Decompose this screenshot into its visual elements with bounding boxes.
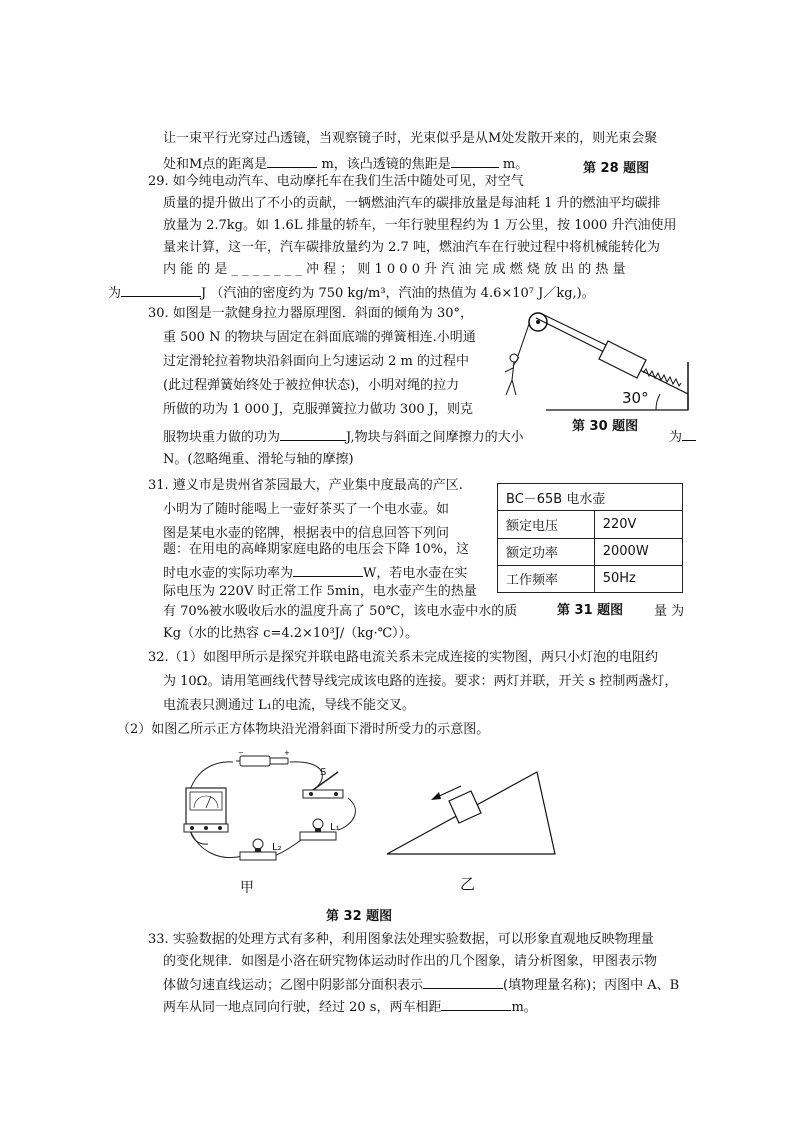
figure-jia-label: 甲	[240, 880, 254, 896]
q32-line-4: （2）如图乙所示正方体物块沿光滑斜面下滑时所受力的示意图。	[117, 722, 490, 737]
q30-line-7: N。(忽略绳重、滑轮与轴的摩擦)	[163, 452, 354, 467]
answer-blank[interactable]	[682, 428, 696, 441]
q33-line-4	[163, 998, 537, 1016]
kettle-nameplate	[497, 483, 683, 593]
q30-line-6-end	[669, 428, 696, 446]
q29-line-5: 内 能 的 是 _ _ _ _ _ _ _ 冲 程 ； 则 1 0 0 0 升 汽 油 完 成 燃 烧 放 出 的 热 量	[163, 262, 626, 277]
nameplate-value: 220V	[594, 511, 682, 538]
q31-line-5	[163, 564, 467, 582]
q31-caption: 第 31 题图	[557, 603, 624, 618]
q31-line-7b: 量 为	[654, 604, 685, 619]
q31-line-4: 题：在用电的高峰期家庭电路的电压会下降 10%，这	[163, 542, 470, 557]
q29-line-3: 放量为 2.7kg。如 1.6L 排量的轿车，一年行驶里程约为 1 万公里，按 1000 升汽油使用	[163, 218, 677, 233]
incline-angle-label: 30°	[622, 389, 649, 407]
answer-blank[interactable]	[423, 976, 503, 989]
incline-block-figure	[385, 770, 557, 856]
battery-icon	[236, 749, 290, 766]
lamp-l2-label: L₂	[272, 842, 282, 853]
nameplate-key: 额定电压	[498, 511, 595, 538]
ammeter-icon	[184, 788, 228, 832]
q31-line-7a: 有 70%被水吸收后水的温度升高了 50℃，该电水壶中水的质	[163, 604, 518, 619]
answer-blank[interactable]	[441, 998, 511, 1011]
answer-blank[interactable]	[293, 564, 363, 577]
q28-text-a: 处和M点的距离是	[163, 157, 268, 172]
q30-line-5: 所做的功为 1 000 J，克服弹簧拉力做功 300 J，则克	[163, 402, 473, 417]
q30-text-b: J,物块与斜面之间摩擦力的大小	[346, 430, 524, 445]
q33-text-a: 两车从同一地点同向行驶，经过 20 s，两车相距	[163, 1000, 442, 1015]
q29-text-a: 为	[108, 286, 122, 301]
person-icon	[505, 354, 519, 395]
q28-line-2	[163, 155, 528, 173]
q31-line-2: 小明为了随时能喝上一壶好茶买了一个电水壶。如	[163, 502, 450, 517]
q33-line-2: 的变化规律．如图是小洛在研究物体运动时作出的几个图象，请分析图象，甲图表示物	[163, 954, 658, 969]
answer-blank[interactable]	[280, 428, 346, 441]
lamp-l2-icon	[240, 839, 276, 860]
q29-line-2: 质量的提升做出了不小的贡献，一辆燃油汽车的碳排放量是每油耗 1 升的燃油平均碳排	[163, 196, 661, 211]
q29-text-b: J （汽油的密度约为 750 kg/m³，汽油的热值为 4.6×10⁷ J／kg,)。	[201, 286, 595, 301]
q33-line-3	[163, 976, 679, 994]
figure-yi-label: 乙	[460, 875, 476, 893]
q31-line-6: 际电压为 220V 时正常工作 5min，电水壶产生的热量	[163, 584, 477, 599]
q28-text-b: m，该凸透镜的焦距是	[321, 157, 451, 172]
spring-icon	[643, 369, 681, 386]
q31-text-b: W，若电水壶在实	[363, 566, 468, 581]
q32-line-3: 电流表只测通过 L₁的电流，导线不能交叉。	[163, 698, 415, 713]
q33-text-b: (填物理量名称)；丙图中 A、B	[503, 978, 680, 993]
q30-text-a: 服物块重力做的功为	[163, 430, 281, 445]
q32-line-1: 32.（1）如图甲所示是探究并联电路电流关系未完成连接的实物图，两只小灯泡的电阻约	[148, 650, 658, 665]
nameplate-key: 额定功率	[498, 538, 595, 565]
q30-figure	[496, 300, 696, 415]
switch-label: S	[320, 767, 327, 778]
q30-line-1: 30. 如图是一款健身拉力器原理图．斜面的倾角为 30°，	[148, 306, 473, 321]
q29-line-4: 量来计算，这一年，汽车碳排放量约为 2.7 吨，燃油汽车在行驶过程中将机械能转化为	[163, 240, 660, 255]
nameplate-key: 工作频率	[498, 565, 595, 592]
nameplate-value: 2000W	[594, 538, 682, 565]
q30-line-2: 重 500 N 的物块与固定在斜面底端的弹簧相连.小明通	[163, 330, 476, 345]
block	[599, 341, 646, 378]
svg-text:+: +	[284, 749, 290, 757]
q32-line-2: 为 10Ω。请用笔画线代替导线完成该电路的连接。要求：两灯并联，开关 s 控制两盏灯，	[163, 674, 678, 689]
q28-text-c: m。	[502, 157, 529, 172]
answer-blank[interactable]	[451, 155, 499, 168]
nameplate-title: BC－65B 电水壶	[498, 484, 683, 511]
svg-text:−: −	[238, 749, 244, 757]
answer-blank[interactable]	[267, 155, 317, 168]
q30-caption: 第 30 题图	[572, 419, 639, 434]
q31-text-a: 时电水壶的实际功率为	[163, 566, 294, 581]
q30-text-c: 为	[669, 430, 683, 445]
q32-caption: 第 32 题图	[326, 909, 393, 924]
q31-line-3: 图是某电水壶的铭牌，根据表中的信息回答下列问	[163, 526, 450, 541]
q30-line-4: (此过程弹簧始终处于被拉伸状态)，小明对绳的拉力	[163, 378, 460, 393]
lamp-l1-label: L₁	[330, 822, 340, 833]
answer-blank[interactable]	[121, 284, 201, 297]
q33-text-b: m。	[511, 1000, 537, 1015]
q33-text-a: 体做匀速直线运动；乙图中阴影部分面积表示	[163, 978, 424, 993]
q30-line-6	[163, 428, 524, 446]
q30-line-3: 过定滑轮拉着物块沿斜面向上匀速运动 2 m 的过程中	[163, 354, 469, 369]
q33-line-1: 33. 实验数据的处理方式有多种，利用图象法处理实验数据，可以形象直观地反映物理量	[148, 932, 654, 947]
q28-caption: 第 28 题图	[583, 161, 650, 176]
q29-line-1: 29. 如今纯电动汽车、电动摩托车在我们生活中随处可见，对空气	[148, 174, 524, 189]
q28-line-1: 让一束平行光穿过凸透镜，当观察镜子时，光束似乎是从M处发散开来的，则光束会聚	[163, 131, 658, 146]
q31-line-1: 31. 遵义市是贵州省茶园最大，产业集中度最高的产区.	[148, 478, 463, 493]
nameplate-value: 50Hz	[594, 565, 682, 592]
q31-line-8: Kg（水的比热容 c=4.2×10³J/（kg·℃））。	[163, 626, 419, 641]
